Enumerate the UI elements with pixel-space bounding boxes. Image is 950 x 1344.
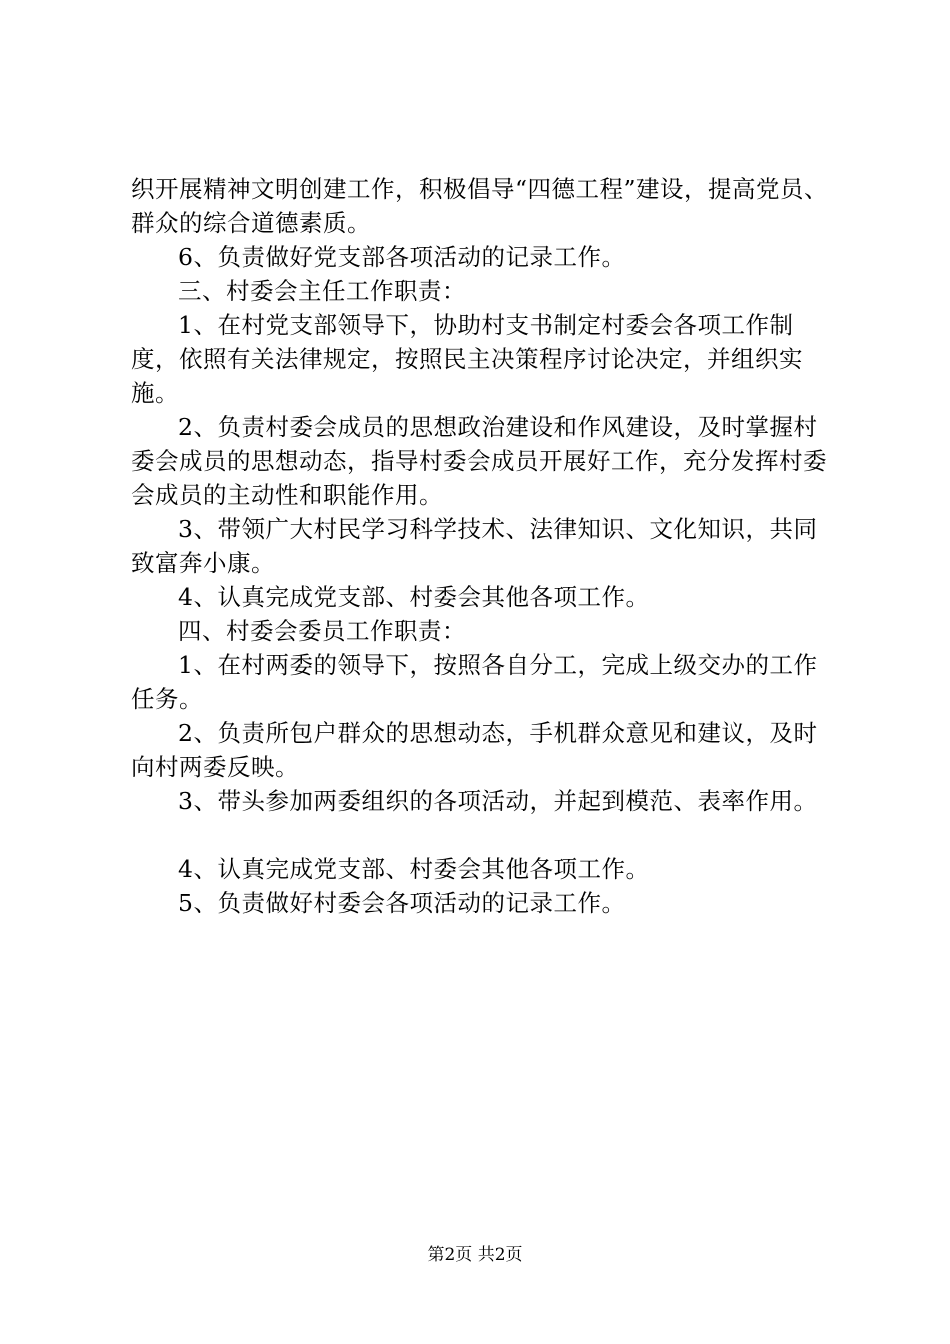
paragraph-member-item-2: 2、负责所包户群众的思想动态，手机群众意见和建议，及时向村两委反映。	[131, 719, 818, 781]
paragraph-director-item-3: 3、带领广大村民学习科学技术、法律知识、文化知识，共同致富奔小康。	[131, 515, 818, 577]
paragraph-director-item-4: 4、认真完成党支部、村委会其他各项工作。	[178, 583, 650, 611]
paragraph-director-item-2: 2、负责村委会成员的思想政治建设和作风建设，及时掌握村委会成员的思想动态，指导村委会成员开展好工作，充分发挥村委会成员的主动性和职能作用。	[131, 413, 827, 509]
paragraph-member-item-4: 4、认真完成党支部、村委会其他各项工作。	[178, 855, 650, 883]
section-heading-member-duties: 四、村委会委员工作职责：	[178, 617, 466, 645]
paragraph-member-item-1: 1、在村两委的领导下，按照各自分工，完成上级交办的工作任务。	[131, 651, 818, 713]
paragraph-continuation: 织开展精神文明创建工作，积极倡导“四德工程”建设，提高党员、群众的综合道德素质。	[131, 175, 829, 237]
blank-line	[131, 818, 831, 852]
document-body	[131, 172, 831, 920]
paragraph-director-item-1: 1、在村党支部领导下，协助村支书制定村委会各项工作制度，依照有关法律规定，按照民主决策程序讨论决定，并组织实施。	[131, 311, 803, 407]
paragraph-member-item-5: 5、负责做好村委会各项活动的记录工作。	[178, 889, 626, 917]
section-heading-director-duties: 三、村委会主任工作职责：	[178, 277, 466, 305]
paragraph-item-6: 6、负责做好党支部各项活动的记录工作。	[178, 243, 626, 271]
page-footer: 第2页 共2页	[427, 1245, 523, 1265]
paragraph-member-item-3: 3、带头参加两委组织的各项活动，并起到模范、表率作用。	[178, 787, 818, 815]
